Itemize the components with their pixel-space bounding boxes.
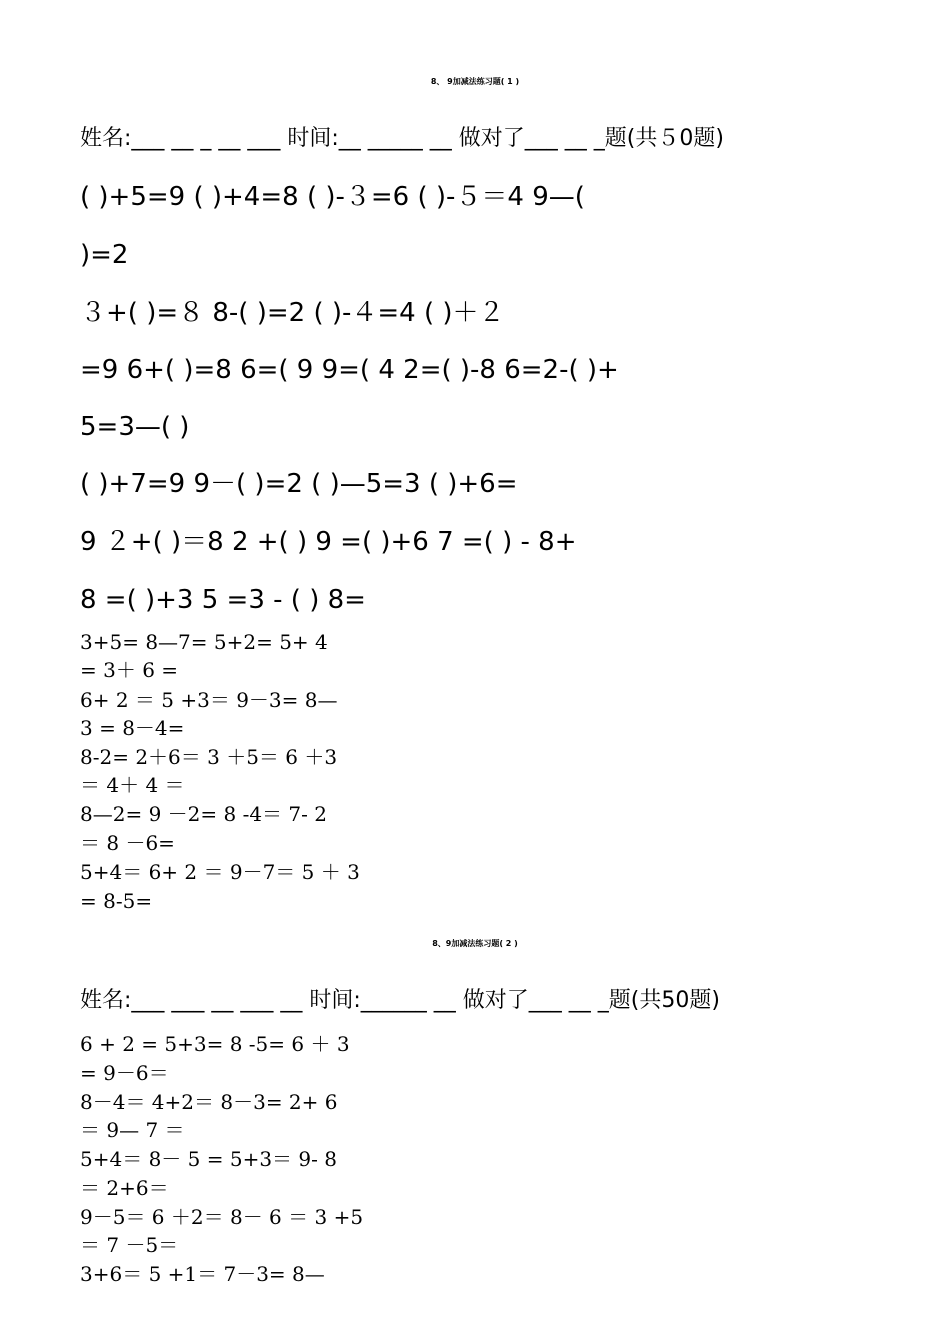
drill-line: 3 = 8－4= [80,716,185,740]
drill-line: = 3＋ 6 = [80,658,179,682]
drill-line: 3+6＝ 5 +1＝ 7－3= 8— [80,1262,325,1286]
drill-line: = 8-5= [80,889,153,913]
drill-line: ＝ 2+6＝ [80,1176,169,1200]
fill-line: 9 ２+( )＝8 2 +( ) 9 =( )+6 7 =( ) - 8+ [80,527,577,557]
sheet1-info-line: 姓名:___ __ _ __ ___ 时间:__ _____ __ 做对了___ __ _题(共５0题) [80,126,724,151]
drill-line: 8-2= 2＋6＝ 3 ＋5＝ 6 ＋3 [80,745,338,769]
fill-line: 8 =( )+3 5 =3 - ( ) 8= [80,585,366,615]
fill-line: ３+( )=８ 8-( )=2 ( )-４=4 ( )＋２ [80,298,505,328]
fill-line: ( )+5=9 ( )+4=8 ( )-３=6 ( )-５＝4 9—( [80,182,585,212]
fill-line: ( )+7=9 9－( )=2 ( )—5=3 ( )+6= [80,469,518,499]
sheet1-title: 8、 9加减法练习题( 1 ) [430,77,520,86]
drill-line: 9－5＝ 6 ＋2＝ 8－ 6 ＝ 3 +5 [80,1205,364,1229]
drill-line: = 9－6＝ [80,1061,169,1085]
sheet2-title: 8、9加减法练习题( 2 ) [432,939,518,948]
sheet2-info-line: 姓名:___ ___ __ ___ __ 时间:______ __ 做对了___ __ _题(共50题) [80,988,720,1013]
drill-line: ＝ 9— 7 ＝ [80,1118,185,1142]
drill-line: 8—2= 9 －2= 8 -4＝ 7- 2 [80,802,327,826]
fill-line: =9 6+( )=8 6=( 9 9=( 4 2=( )-8 6=2-( )+ [80,355,619,385]
drill-line: ＝ 7 －5＝ [80,1233,179,1257]
fill-line: )=2 [80,240,129,270]
drill-line: ＝ 4＋ 4 ＝ [80,773,185,797]
drill-line: 5+4＝ 6+ 2 ＝ 9－7＝ 5 ＋ 3 [80,860,360,884]
drill-line: ＝ 8 －6= [80,831,175,855]
drill-line: 8－4＝ 4+2＝ 8－3= 2+ 6 [80,1090,338,1114]
drill-line: 3+5= 8—7= 5+2= 5+ 4 [80,630,328,654]
drill-line: 6 + 2 = 5+3= 8 -5= 6 ＋ 3 [80,1032,350,1056]
drill-line: 5+4＝ 8－ 5 = 5+3＝ 9- 8 [80,1147,337,1171]
fill-line: 5=3—( ) [80,412,190,442]
drill-line: 6+ 2 ＝ 5 +3＝ 9－3= 8— [80,688,338,712]
